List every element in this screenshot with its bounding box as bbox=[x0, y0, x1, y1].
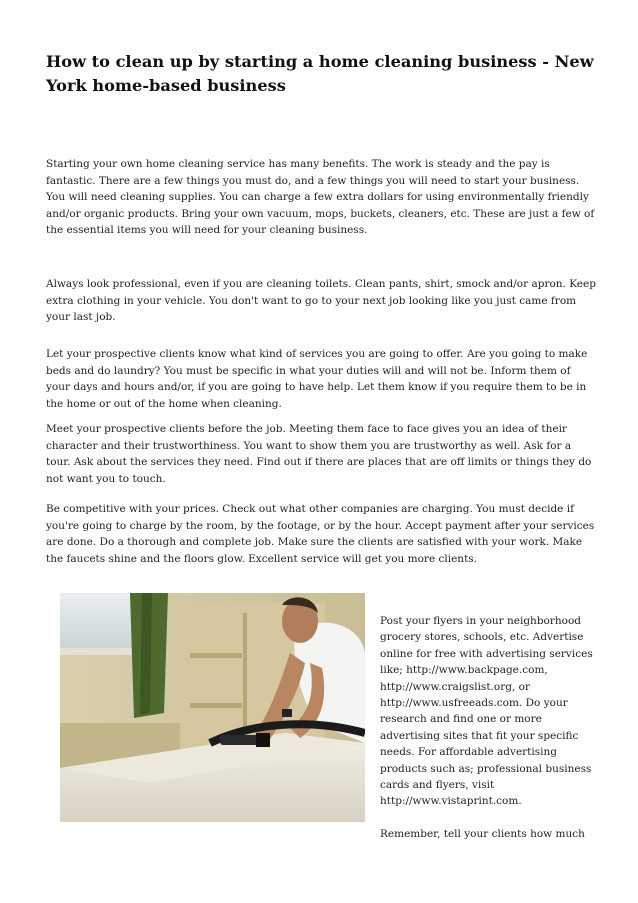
page-title: How to clean up by starting a home cleaning business - New York home-based business bbox=[46, 52, 594, 95]
side-paragraph-advertise: Post your flyers in your neighborhood grocery stores, schools, etc. Advertise online for free with advertising services like; http://www.backpage.com, http://www.craigslist.org, or http://www.usfreeads.com. Do your research and find one or more advertising sites that fit your specific needs. For affordable advertising products such as; professional business cards and flyers, visit http://www.vistaprint.com. bbox=[380, 615, 593, 808]
paragraph-intro: Starting your own home cleaning service has many benefits. The work is steady and the pay is fantastic. There are a few things you must do, and a few things you will need to start your business. You will need cleaning supplies. You can charge a few extra dollars for using environmentally friendly and/or organic products. Bring your own vacuum, mops, buckets, cleaners, etc. These are just a few of the essential items you will need for your cleaning business. bbox=[46, 158, 595, 237]
cleaning-photo bbox=[60, 593, 365, 822]
paragraph-services: Let your prospective clients know what kind of services you are going to offer. Are you going to make beds and do laundry? You must be specific in what your duties will and will not be. Inform them of your days and hours and/or, if you are going to have help. Let them know if you require them to be in the home or out of the home when cleaning. bbox=[46, 348, 588, 410]
side-column bbox=[380, 613, 595, 842]
paragraph-meet-clients: Meet your prospective clients before the job. Meeting them face to face gives you an idea of their character and their trustworthiness. You want to show them you are trustworthy as well. Ask for a tour. Ask about the services they need. Find out if there are places that are off limits or things they do not want you to touch. bbox=[46, 423, 592, 485]
paragraph-professional: Always look professional, even if you are cleaning toilets. Clean pants, shirt, smock and/or apron. Keep extra clothing in your vehicle. You don't want to go to your next job looking like you just came from your last job. bbox=[46, 278, 596, 324]
paragraph-prices: Be competitive with your prices. Check out what other companies are charging. You must decide if you're going to charge by the room, by the footage, or by the hour. Accept payment after your services are done. Do a thorough and complete job. Make sure the clients are satisfied with your work. Make the faucets shine and the floors glow. Excellent service will get you more clients. bbox=[46, 503, 595, 565]
side-paragraph-remember: Remember, tell your clients how much bbox=[380, 827, 585, 840]
